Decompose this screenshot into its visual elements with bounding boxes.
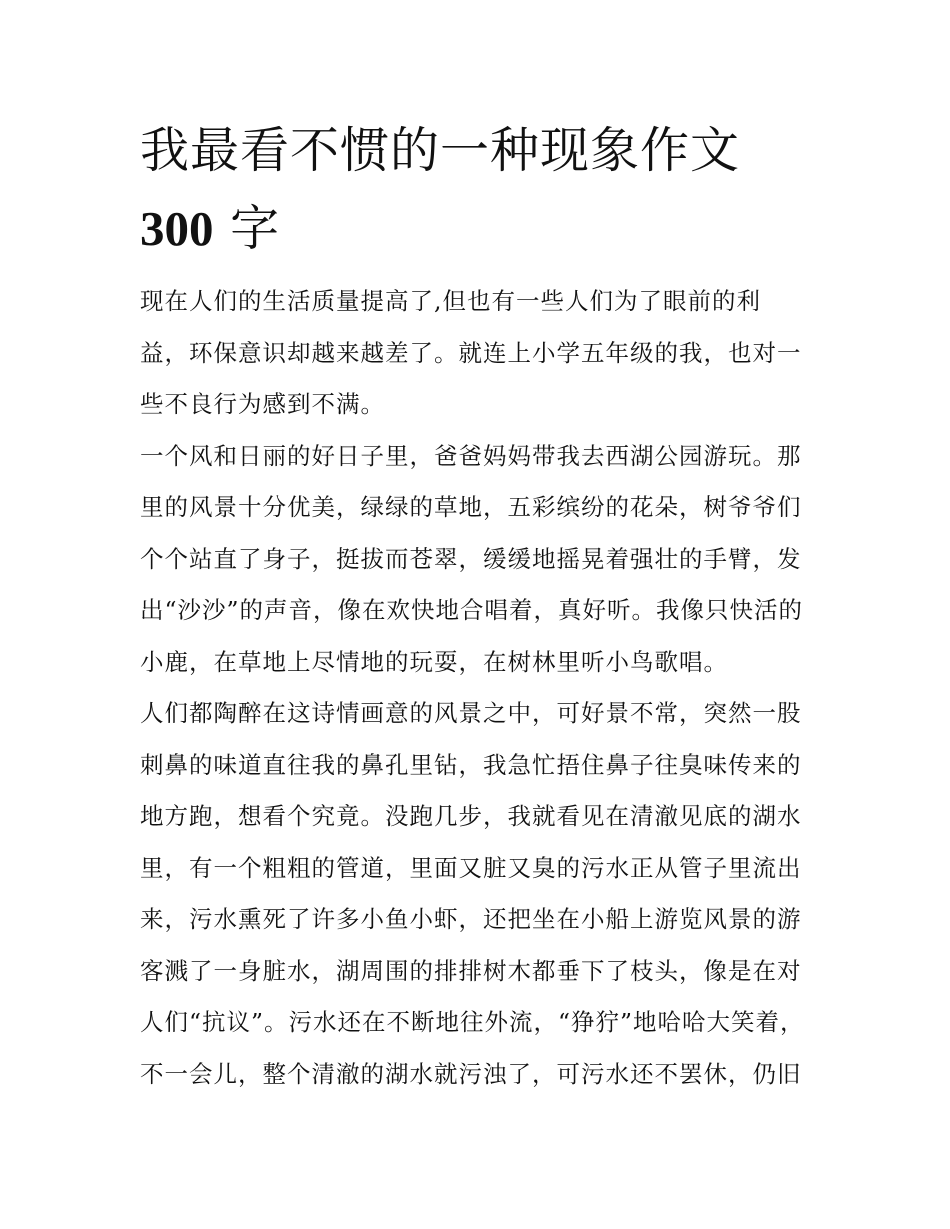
title-line-1: 我最看不惯的一种现象作文 xyxy=(140,122,741,179)
title-number: 300 xyxy=(140,201,214,256)
body-line: 里，有一个粗粗的管道，里面又脏又臭的污水正从管子里流出 xyxy=(140,853,802,882)
body-line: 来，污水熏死了许多小鱼小虾，还把坐在小船上游览风景的游 xyxy=(140,905,802,933)
body-line: 不一会儿，整个清澈的湖水就污浊了，可污水还不罢休，仍旧 xyxy=(140,1059,802,1088)
body-line: 现在人们的生活质量提高了,但也有一些人们为了眼前的利 xyxy=(140,287,761,315)
essay-body xyxy=(140,276,820,1100)
body-line: 人们都陶醉在这诗情画意的风景之中，可好景不常，突然一股 xyxy=(140,699,802,727)
body-line: 个个站直了身子，挺拔而苍翠，缓缓地摇晃着强壮的手臂，发 xyxy=(140,544,802,573)
body-line: 客溅了一身脏水，湖周围的排排树木都垂下了枝头，像是在对 xyxy=(140,956,802,985)
body-line: 人们“抗议”。污水还在不断地往外流，“狰狞”地哈哈大笑着， xyxy=(140,1008,805,1036)
body-line: 小鹿，在草地上尽情地的玩耍，在树林里听小鸟歌唱。 xyxy=(140,647,728,676)
document-title xyxy=(140,112,740,268)
body-line: 刺鼻的味道直往我的鼻孔里钻，我急忙捂住鼻子往臭味传来的 xyxy=(140,750,802,779)
title-suffix: 字 xyxy=(230,200,281,257)
body-line: 些不良行为感到不满。 xyxy=(140,390,385,418)
body-line: 里的风景十分优美，绿绿的草地，五彩缤纷的花朵，树爷爷们 xyxy=(140,493,802,521)
body-line: 益，环保意识却越来越差了。就连上小学五年级的我，也对一 xyxy=(140,338,802,367)
body-line: 地方跑，想看个究竟。没跑几步，我就看见在清澈见底的湖水 xyxy=(140,802,802,830)
body-line: 一个风和日丽的好日子里，爸爸妈妈带我去西湖公园游玩。那 xyxy=(140,441,802,470)
body-line: 出“沙沙”的声音，像在欢快地合唱着，真好听。我像只快活的 xyxy=(140,596,804,624)
